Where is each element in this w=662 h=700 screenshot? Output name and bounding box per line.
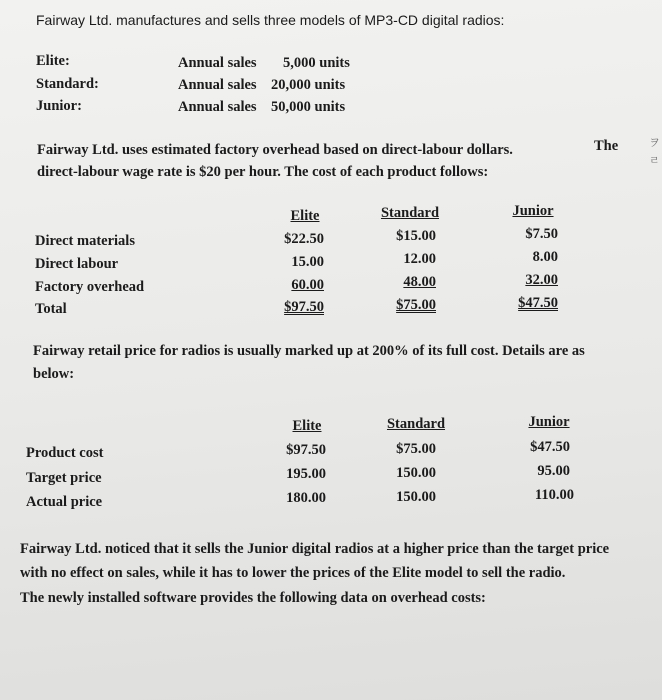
margin-glyph: ㄹ: [649, 154, 660, 167]
cost-row-label: Direct materials: [35, 233, 135, 249]
pricing-paragraph-line2: with no effect on sales, while it has to lower the prices of the Elite model to sell the radio.: [20, 565, 566, 581]
model-standard-name: Standard:: [36, 76, 99, 92]
cost-cell: 60.00: [291, 277, 324, 293]
cost-row-label: Factory overhead: [35, 279, 145, 295]
price-row-label: Target price: [26, 470, 102, 486]
price-cell: $97.50: [286, 442, 326, 458]
model-standard-sales-value: 20,000 units: [271, 77, 346, 93]
overhead-paragraph-line1: Fairway Ltd. uses estimated factory overhead based on direct-labour dollars.: [37, 142, 513, 158]
margin-glyph: ヲ: [649, 136, 660, 149]
model-elite-sales-label: Annual sales: [178, 55, 257, 71]
cost-cell: $75.00: [396, 297, 436, 313]
markup-paragraph-line1: Fairway retail price for radios is usually marked up at 200% of its full cost. Details are as: [33, 343, 585, 359]
markup-paragraph-line2: below:: [33, 366, 75, 382]
price-cell: 150.00: [396, 489, 436, 505]
cost-cell: $97.50: [284, 299, 324, 315]
price-cell: 195.00: [286, 466, 326, 482]
overhead-paragraph-line1-end: The: [594, 138, 619, 154]
cost-cell: 48.00: [403, 274, 436, 290]
price-cell: 150.00: [396, 465, 436, 481]
cost-header-junior: Junior: [512, 203, 554, 219]
pricing-paragraph-line3: The newly installed software provides the following data on overhead costs:: [20, 590, 486, 606]
price-header-junior: Junior: [528, 414, 570, 430]
cost-header-standard: Standard: [380, 205, 440, 221]
title: Fairway Ltd. manufactures and sells three models of MP3-CD digital radios:: [36, 12, 505, 28]
cost-cell: 8.00: [532, 249, 558, 265]
price-header-elite: Elite: [292, 418, 322, 434]
cost-header-elite: Elite: [290, 208, 320, 224]
price-row-label: Actual price: [26, 494, 103, 510]
model-junior-sales-value: 50,000 units: [271, 99, 346, 115]
cost-cell: $7.50: [525, 226, 558, 242]
cost-row-label: Total: [35, 301, 67, 317]
overhead-paragraph-line2: direct-labour wage rate is $20 per hour. The cost of each product follows:: [37, 164, 489, 180]
model-elite-sales-value: 5,000 units: [283, 55, 350, 71]
model-standard-sales-label: Annual sales: [178, 77, 257, 93]
cost-cell: 12.00: [403, 251, 436, 267]
cost-cell: 15.00: [291, 254, 324, 270]
cost-cell: $22.50: [284, 231, 324, 247]
price-row-label: Product cost: [26, 445, 104, 461]
cost-cell: $15.00: [396, 228, 436, 244]
cost-row-label: Direct labour: [35, 256, 119, 272]
cost-cell: $47.50: [518, 295, 558, 311]
pricing-paragraph-line1: Fairway Ltd. noticed that it sells the Junior digital radios at a higher price than the target price: [20, 541, 610, 557]
model-junior-name: Junior:: [36, 98, 82, 114]
price-cell: $47.50: [530, 439, 570, 455]
model-junior-sales-label: Annual sales: [178, 99, 257, 115]
price-cell: 95.00: [537, 463, 570, 479]
price-cell: $75.00: [396, 441, 436, 457]
model-elite-name: Elite:: [36, 53, 70, 69]
price-cell: 180.00: [286, 490, 326, 506]
cost-cell: 32.00: [525, 272, 558, 288]
price-header-standard: Standard: [386, 416, 446, 432]
price-cell: 110.00: [534, 487, 574, 503]
